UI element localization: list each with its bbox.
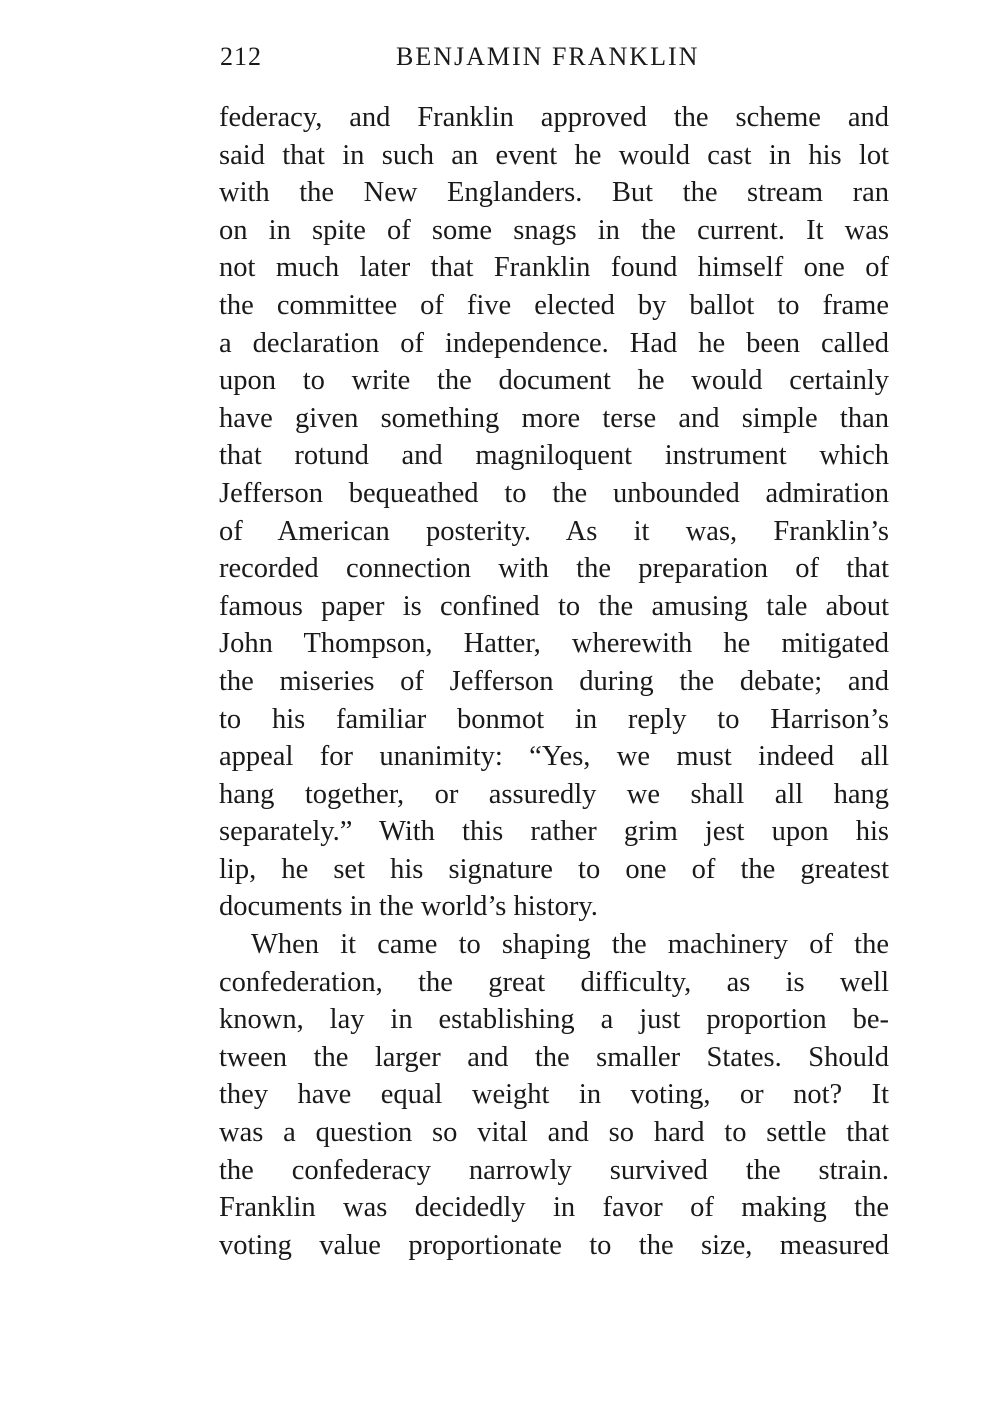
text-line: said that in such an event he would cast in his lot [219, 139, 889, 171]
text-line: known, lay in establishing a just proportion be- [219, 1004, 889, 1036]
text-line: with the New Englanders. But the stream ran [219, 177, 889, 209]
text-line: hang together, or assuredly we shall all hang [219, 778, 889, 810]
text-line: of American posterity. As it was, Franklin’s [219, 515, 889, 547]
page-number: 212 [220, 42, 262, 71]
text-line: the confederacy narrowly survived the strain. [219, 1154, 889, 1186]
text-line: the committee of five elected by ballot to frame [219, 289, 889, 321]
body-text [219, 99, 889, 1264]
text-line: they have equal weight in voting, or not? It [219, 1079, 889, 1111]
text-line: was a question so vital and so hard to settle that [219, 1117, 889, 1149]
text-line: appeal for unanimity: “Yes, we must indeed all [219, 741, 889, 773]
text-line: have given something more terse and simple than [219, 402, 889, 434]
text-line: the miseries of Jefferson during the debate; and [219, 665, 889, 697]
text-line: Jefferson bequeathed to the unbounded admiration [219, 477, 889, 509]
paragraph-end-line: documents in the world’s history. [219, 891, 598, 923]
text-line: recorded connection with the preparation of that [219, 553, 889, 585]
running-head [220, 42, 888, 82]
paragraph-start-line: When it came to shaping the machinery of the [251, 929, 889, 961]
text-line: federacy, and Franklin approved the scheme and [219, 102, 889, 133]
text-line: a declaration of independence. Had he been called [219, 327, 889, 359]
book-title: BENJAMIN FRANKLIN [396, 42, 700, 71]
text-line: on in spite of some snags in the current. It was [219, 214, 889, 246]
text-line: John Thompson, Hatter, wherewith he mitigated [219, 628, 889, 660]
text-line: to his familiar bonmot in reply to Harrison’s [219, 703, 889, 735]
text-line: that rotund and magniloquent instrument which [219, 440, 889, 472]
text-line: Franklin was decidedly in favor of making the [219, 1192, 889, 1224]
text-line: voting value proportionate to the size, measured [219, 1229, 889, 1261]
text-line: famous paper is confined to the amusing tale about [219, 590, 889, 622]
text-line: separately.” With this rather grim jest upon his [219, 816, 889, 848]
text-line: confederation, the great difficulty, as is well [219, 966, 889, 998]
text-line: tween the larger and the smaller States. Should [219, 1041, 889, 1073]
text-line: upon to write the document he would certainly [219, 365, 889, 397]
text-line: lip, he set his signature to one of the greatest [219, 853, 889, 885]
text-line: not much later that Franklin found himself one of [219, 252, 889, 284]
